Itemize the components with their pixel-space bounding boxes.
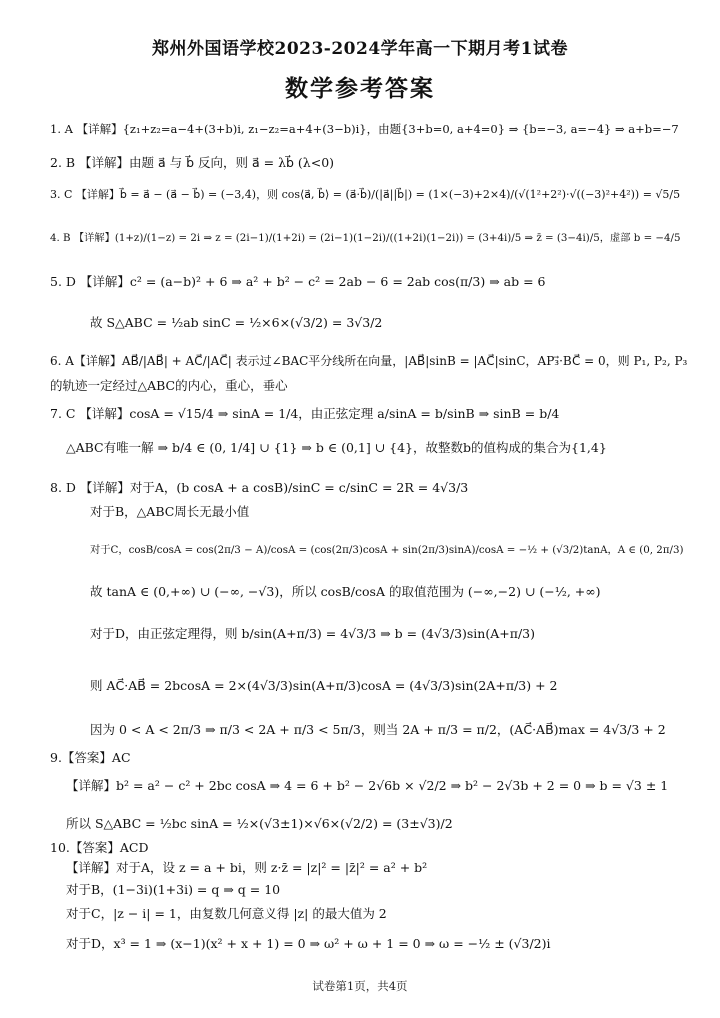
answer-line: 所以 S△ABC = ½bc sinA = ½×(√3±1)×√6×(√2/2) = (3±√3)/2 bbox=[66, 816, 453, 831]
answer-line: 【详解】对于A，设 z = a + bi，则 z·z̄ = |z|² = |z̄|² = a² + b² bbox=[66, 860, 428, 875]
answer-line: 对于B，(1−3i)(1+3i) = q ⇒ q = 10 bbox=[66, 882, 281, 897]
answer-line: 8. D 【详解】对于A，(b cosA + a cosB)/sinC = c/sinC = 2R = 4√3/3 bbox=[50, 480, 469, 495]
answer-line: 因为 0 < A < 2π/3 ⇒ π/3 < 2A + π/3 < 5π/3，则当 2A + π/3 = π/2，(AC⃗·AB⃗)max = 4√3/3 + 2 bbox=[90, 722, 666, 737]
answer-line: 则 AC⃗·AB⃗ = 2bcosA = 2×(4√3/3)sin(A+π/3)cosA = (4√3/3)sin(2A+π/3) + 2 bbox=[90, 678, 558, 693]
answer-line: 对于C，|z − i| = 1，由复数几何意义得 |z| 的最大值为 2 bbox=[66, 906, 387, 921]
answer-line: 10.【答案】ACD bbox=[50, 840, 149, 855]
answer-line: 对于C，cosB/cosA = cos(2π/3 − A)/cosA = (cos(2π/3)cosA + sin(2π/3)sinA)/cosA = −½ + (√3/2)tanA，A ∈ (0, 2π/3) bbox=[90, 544, 684, 556]
answer-line: 5. D 【详解】c² = (a−b)² + 6 ⇒ a² + b² − c² = 2ab − 6 = 2ab cos(π/3) ⇒ ab = 6 bbox=[50, 274, 546, 289]
answer-key-title: 数学参考答案 bbox=[285, 75, 435, 102]
answer-line: 对于D，由正弦定理得，则 b/sin(A+π/3) = 4√3/3 ⇒ b = (4√3/3)sin(A+π/3) bbox=[90, 626, 535, 641]
answer-line: 故 tanA ∈ (0,+∞) ∪ (−∞, −√3)，所以 cosB/cosA 的取值范围为 (−∞,−2) ∪ (−½, +∞) bbox=[90, 584, 601, 599]
answer-line: 7. C 【详解】cosA = √15/4 ⇒ sinA = 1/4，由正弦定理 a/sinA = b/sinB ⇒ sinB = b/4 bbox=[50, 406, 560, 421]
answer-line: 2. B 【详解】由题 a⃗ 与 b⃗ 反向，则 a⃗ = λb⃗ (λ<0) bbox=[50, 155, 335, 170]
answer-line: 9.【答案】AC bbox=[50, 750, 131, 765]
answer-line: 故 S△ABC = ½ab sinC = ½×6×(√3/2) = 3√3/2 bbox=[90, 315, 383, 330]
answer-line: 6. A【详解】AB⃗/|AB⃗| + AC⃗/|AC⃗| 表示过∠BAC平分线所在向量，|AB⃗|sinB = |AC⃗|sinC，AP₃⃗·BC⃗ = 0，则 P₁, P₂, P₃ bbox=[50, 354, 688, 368]
exam-title: 郑州外国语学校2023-2024学年高一下期月考1试卷 bbox=[151, 39, 568, 59]
answer-line: 对于B，△ABC周长无最小值 bbox=[90, 504, 250, 519]
answer-line: △ABC有唯一解 ⇒ b/4 ∈ (0, 1/4] ∪ {1} ⇒ b ∈ (0,1] ∪ {4}，故整数b的值构成的集合为{1,4} bbox=[66, 440, 607, 455]
answer-line: 4. B 【详解】(1+z)/(1−z) = 2i ⇒ z = (2i−1)/(1+2i) = (2i−1)(1−2i)/((1+2i)(1−2i)) = (3+4i)/5 ⇒ z̄ = (3−4i)/5，虚部 b = −4/5 bbox=[50, 232, 681, 244]
answer-line: 对于D，x³ = 1 ⇒ (x−1)(x² + x + 1) = 0 ⇒ ω² + ω + 1 = 0 ⇒ ω = −½ ± (√3/2)i bbox=[66, 936, 551, 951]
answer-line: 1. A 【详解】{z₁+z₂=a−4+(3+b)i, z₁−z₂=a+4+(3−b)i}，由题{3+b=0, a+4=0} ⇒ {b=−3, a=−4} ⇒ a+b=−7 bbox=[50, 122, 679, 136]
answer-line: 【详解】b² = a² − c² + 2bc cosA ⇒ 4 = 6 + b² − 2√6b × √2/2 ⇒ b² − 2√3b + 2 = 0 ⇒ b = √3 ± 1 bbox=[66, 778, 669, 793]
page-footer: 试卷第1页，共4页 bbox=[312, 979, 408, 993]
answer-line: 的轨迹一定经过△ABC的内心，重心，垂心 bbox=[50, 378, 288, 393]
answer-line: 3. C 【详解】b⃗ = a⃗ − (a⃗ − b⃗) = (−3,4)，则 cos⟨a⃗, b⃗⟩ = (a⃗·b⃗)/(|a⃗||b⃗|) = (1×(−3)+2×4)/(√(1²+2²)·√((−3)²+4²)) = √5/5 bbox=[50, 188, 681, 201]
